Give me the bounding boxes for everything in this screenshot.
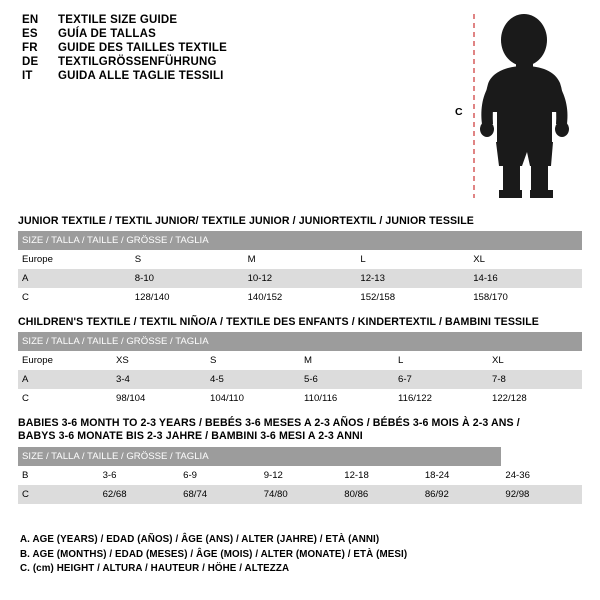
cell: 80/86: [340, 485, 421, 504]
cell: 18-24: [421, 466, 502, 485]
cell: 4-5: [206, 370, 300, 389]
cell: 3-6: [99, 466, 180, 485]
lang-code-es: ES: [22, 28, 38, 40]
lang-code-fr: FR: [22, 42, 38, 54]
lang-title-es: GUÍA DE TALLAS: [58, 28, 156, 40]
section-title-children: CHILDREN'S TEXTILE / TEXTIL NIÑO/A / TEXTILE DES ENFANTS / KINDERTEXTIL / BAMBINI TESSILE: [18, 316, 539, 328]
cell: 98/104: [112, 389, 206, 408]
row-label: Europe: [18, 351, 112, 370]
table-row: [18, 288, 582, 307]
lang-title-en: TEXTILE SIZE GUIDE: [58, 14, 178, 26]
row-label: C: [18, 288, 131, 307]
header-row-fr: [22, 42, 442, 54]
lang-code-it: IT: [22, 70, 33, 82]
cell: 8-10: [131, 269, 244, 288]
section-babies: [18, 417, 582, 504]
cell: 12-13: [356, 269, 469, 288]
cell: 116/122: [394, 389, 488, 408]
row-label: B: [18, 466, 99, 485]
section-title-babies-line2: BABYS 3-6 MONATE BIS 2-3 JAHRE / BAMBINI 3-6 MESI A 2-3 ANNI: [18, 430, 363, 442]
legend-item-a: A. AGE (YEARS) / EDAD (AÑOS) / ÂGE (ANS) / ALTER (JAHRE) / ETÀ (ANNI): [20, 534, 380, 545]
section-junior: [18, 215, 582, 307]
table-row: [18, 269, 582, 288]
legend: [20, 533, 580, 577]
lang-title-it: GUIDA ALLE TAGLIE TESSILI: [58, 70, 224, 82]
table-header-row: [18, 231, 582, 250]
header-row-en: [22, 14, 442, 26]
table-row: [18, 466, 582, 485]
row-label: C: [18, 389, 112, 408]
table-row: [18, 250, 582, 269]
header-row-es: [22, 28, 442, 40]
table-babies: [18, 447, 582, 504]
header-size-label: SIZE / TALLA / TAILLE / GRÖSSE / TAGLIA: [18, 231, 582, 250]
cell: 6-9: [179, 466, 260, 485]
lang-code-en: EN: [22, 14, 39, 26]
cell: L: [394, 351, 488, 370]
cell: L: [356, 250, 469, 269]
section-title-babies: [18, 417, 582, 443]
cell: 128/140: [131, 288, 244, 307]
lang-code-de: DE: [22, 56, 39, 68]
cell: 24-36: [501, 466, 582, 485]
header-size-label: SIZE / TALLA / TAILLE / GRÖSSE / TAGLIA: [18, 332, 582, 351]
cell: 9-12: [260, 466, 341, 485]
section-title-junior: JUNIOR TEXTILE / TEXTIL JUNIOR/ TEXTILE JUNIOR / JUNIORTEXTIL / JUNIOR TESSILE: [18, 215, 474, 227]
cell: 6-7: [394, 370, 488, 389]
row-label: C: [18, 485, 99, 504]
cell: 104/110: [206, 389, 300, 408]
cell: 92/98: [501, 485, 582, 504]
cell: XL: [488, 351, 582, 370]
height-measure-label: C: [455, 106, 463, 118]
cell: 5-6: [300, 370, 394, 389]
row-label: A: [18, 370, 112, 389]
language-header: [22, 14, 442, 84]
cell: 10-12: [244, 269, 357, 288]
cell: S: [131, 250, 244, 269]
row-label: A: [18, 269, 131, 288]
row-label: Europe: [18, 250, 131, 269]
cell: 3-4: [112, 370, 206, 389]
cell: 74/80: [260, 485, 341, 504]
header-row-de: [22, 56, 442, 68]
cell: 86/92: [421, 485, 502, 504]
cell: 140/152: [244, 288, 357, 307]
cell: 68/74: [179, 485, 260, 504]
header-row-it: [22, 70, 442, 82]
cell: M: [300, 351, 394, 370]
cell: 158/170: [469, 288, 582, 307]
table-junior: [18, 231, 582, 307]
legend-item-c: C. (cm) HEIGHT / ALTURA / HAUTEUR / HÖHE / ALTEZZA: [20, 563, 290, 574]
cell: 110/116: [300, 389, 394, 408]
table-row: [18, 389, 582, 408]
table-row: [18, 485, 582, 504]
cell: XS: [112, 351, 206, 370]
cell: 12-18: [340, 466, 421, 485]
cell: XL: [469, 250, 582, 269]
cell: 122/128: [488, 389, 582, 408]
cell: 14-16: [469, 269, 582, 288]
table-children: [18, 332, 582, 408]
cell: S: [206, 351, 300, 370]
cell: 7-8: [488, 370, 582, 389]
table-header-row: [18, 447, 582, 466]
lang-title-fr: GUIDE DES TAILLES TEXTILE: [58, 42, 227, 54]
cell: 152/158: [356, 288, 469, 307]
section-children: [18, 316, 582, 408]
table-header-row: [18, 332, 582, 351]
table-row: [18, 370, 582, 389]
cell: M: [244, 250, 357, 269]
cell: 62/68: [99, 485, 180, 504]
header-size-label: SIZE / TALLA / TAILLE / GRÖSSE / TAGLIA: [18, 447, 501, 466]
legend-item-b: B. AGE (MONTHS) / EDAD (MESES) / ÂGE (MOIS) / ALTER (MONATE) / ETÀ (MESI): [20, 548, 408, 560]
table-row: [18, 351, 582, 370]
child-silhouette-icon: [452, 8, 592, 203]
section-title-babies-line1: BABIES 3-6 MONTH TO 2-3 YEARS / BEBÉS 3-6 MESES A 2-3 AÑOS / BÉBÉS 3-6 MOIS À 2-3 ANS /: [18, 417, 520, 429]
lang-title-de: TEXTILGRÖSSENFÜHRUNG: [58, 56, 217, 68]
